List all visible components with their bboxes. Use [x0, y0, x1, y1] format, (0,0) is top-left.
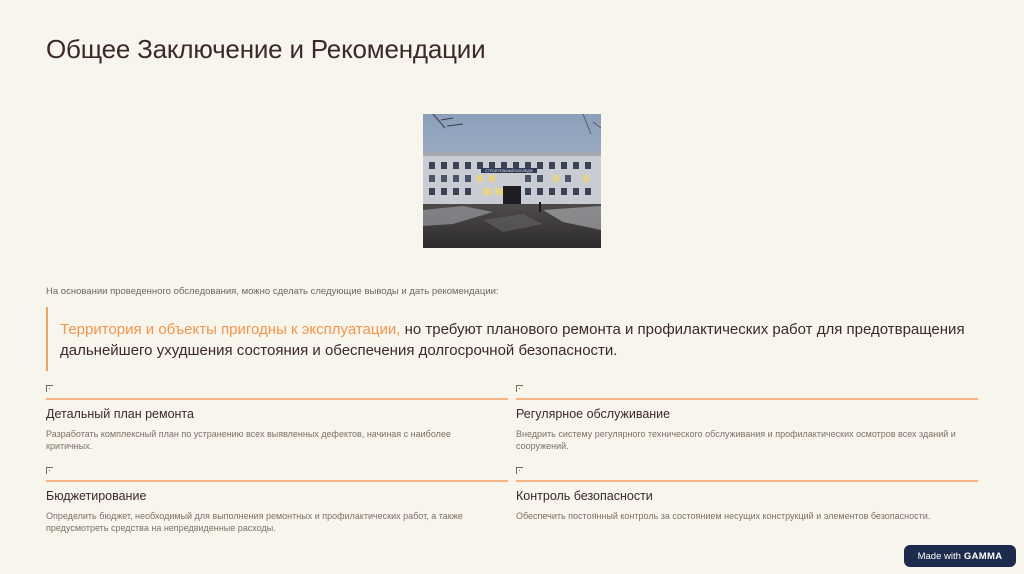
intro-text: На основании проведенного обследования, можно сделать следующие выводы и дать рекомендации:: [46, 286, 499, 297]
card-corner-icon: [46, 385, 53, 392]
card-title: Детальный план ремонта: [46, 407, 194, 421]
card-divider: [46, 480, 508, 482]
card-divider: [516, 398, 978, 400]
callout-accent-text: Территория и объекты пригодны к эксплуатации,: [60, 321, 401, 338]
card-corner-icon: [46, 467, 53, 474]
card-title: Регулярное обслуживание: [516, 407, 671, 421]
card-description: Определить бюджет, необходимый для выполнения ремонтных и профилактических работ, а также предусмотреть средства на непредвиденные расходы.: [46, 511, 463, 533]
gamma-logo: GAMMA: [963, 550, 1003, 562]
page-title: Общее Заключение и Рекомендации: [46, 34, 486, 64]
building-sign: СТРОИТЕЛЬНЫЙ КОЛЛЕДЖ: [485, 169, 533, 173]
card-title: Бюджетирование: [46, 489, 147, 503]
card-description: Внедрить систему регулярного технического обслуживания и профилактических осмотров всех зданий и сооружений.: [516, 429, 956, 451]
card-description: Разработать комплексный план по устранению всех выявленных дефектов, начиная с наиболее критичных.: [46, 429, 451, 451]
card-divider: [516, 480, 978, 482]
conclusion-callout: [46, 307, 986, 371]
building-photo: [423, 114, 601, 248]
card-corner-icon: [516, 385, 523, 392]
card-description: Обеспечить постоянный контроль за состоянием несущих конструкций и элементов безопасности.: [516, 511, 931, 521]
card-divider: [46, 398, 508, 400]
card-corner-icon: [516, 467, 523, 474]
callout-rest-text: но требуют планового ремонта и профилактических работ для предотвращения дальнейшего ухудшения состояния и обеспечения долгосрочной безопасности.: [60, 321, 965, 359]
card-title: Контроль безопасности: [516, 489, 653, 503]
made-with-gamma-badge[interactable]: [904, 545, 1016, 567]
badge-prefix: Made with: [917, 550, 961, 562]
